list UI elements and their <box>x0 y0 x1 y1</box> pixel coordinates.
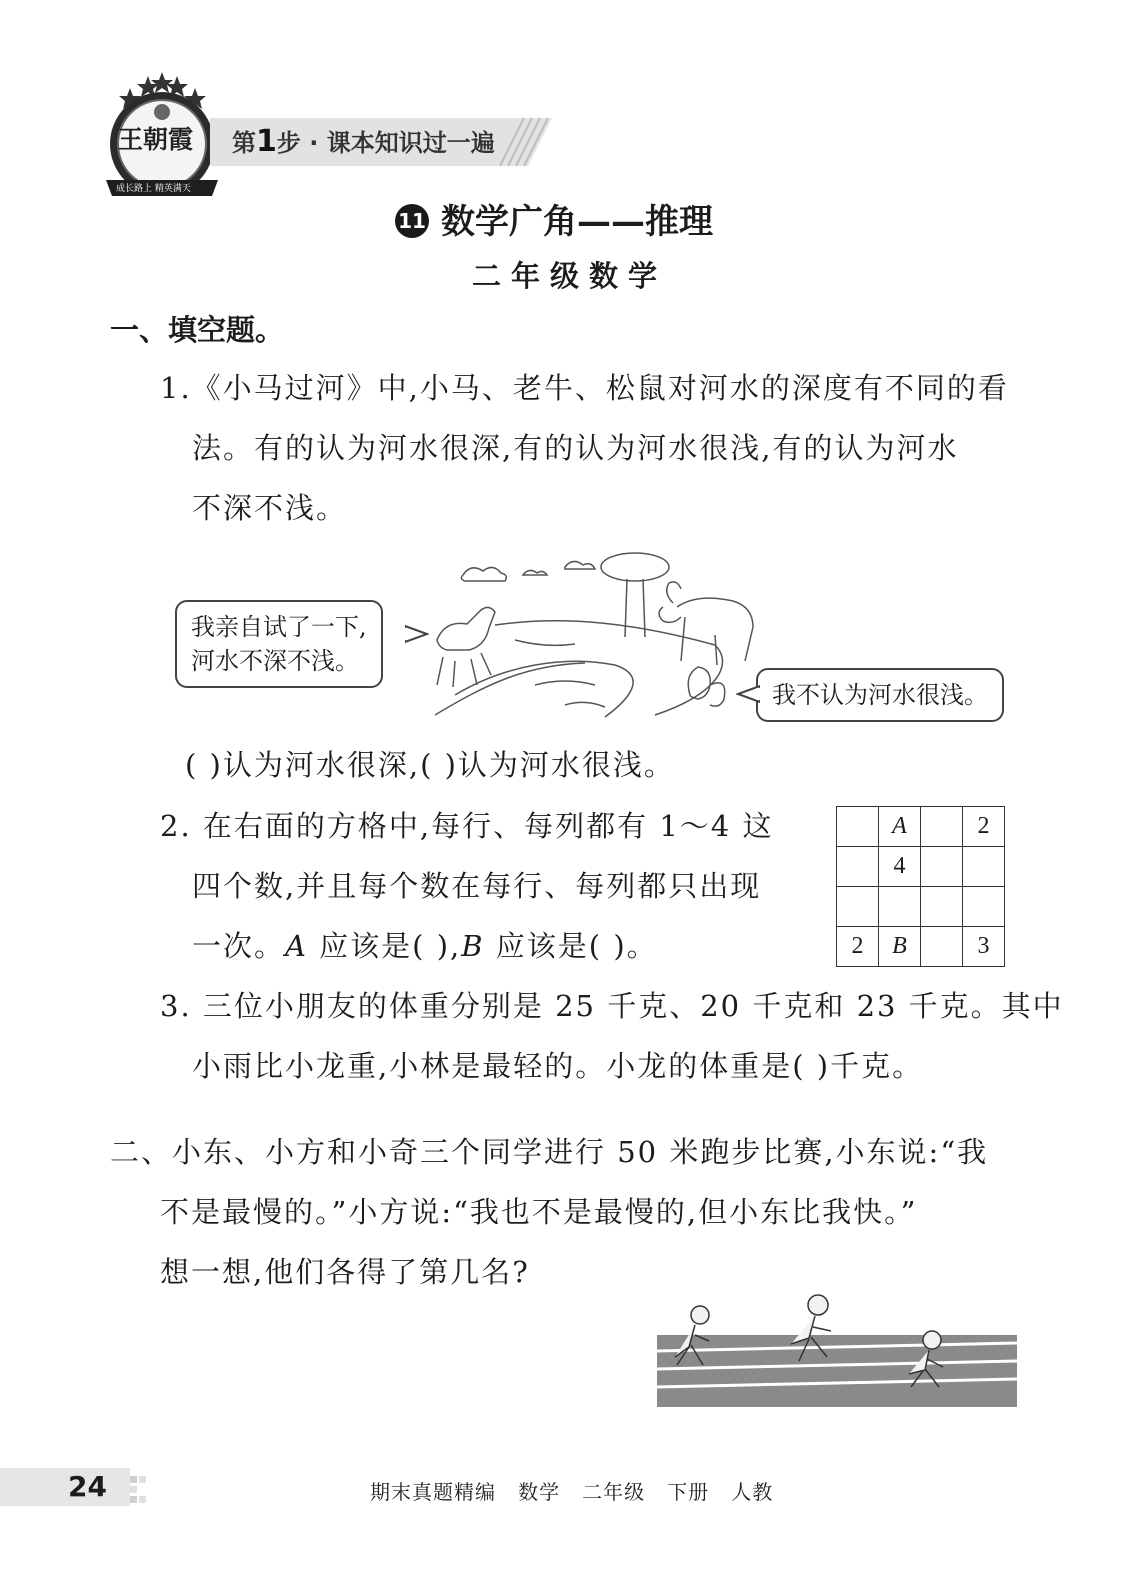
step-label <box>232 122 495 162</box>
squirrel-speech-text: 我不认为河水很浅。 <box>772 681 988 709</box>
squirrel-bubble-tail <box>736 682 760 706</box>
step-suffix: 步 · 课本知识过一遍 <box>276 129 495 157</box>
grid-cell <box>963 887 1005 927</box>
section2-line-3: 想一想,他们各得了第几名? <box>160 1255 530 1289</box>
grid-row <box>837 927 1005 967</box>
grid-cell <box>921 847 963 887</box>
q1-line-2: 法。有的认为河水很深,有的认为河水很浅,有的认为河水 <box>192 431 959 465</box>
lesson-number-badge: 11 <box>395 204 429 238</box>
grid-cell <box>963 847 1005 887</box>
grid-cell: 4 <box>879 847 921 887</box>
grid-cell <box>837 847 879 887</box>
grid-cell <box>921 807 963 847</box>
grid-row <box>837 807 1005 847</box>
horse-speech-bubble <box>175 600 383 688</box>
q2-line-1: 2. 在右面的方格中,每行、每列都有 1～4 这 <box>160 809 774 843</box>
q1-line-1: 1.《小马过河》中,小马、老牛、松鼠对河水的深度有不同的看 <box>160 371 1009 405</box>
logo-name: 王朝霞 <box>118 125 194 154</box>
grid-cell: 3 <box>963 927 1005 967</box>
footer-decoration <box>128 1474 148 1504</box>
squirrel-speech-bubble <box>756 668 1004 722</box>
q2-line-3 <box>192 926 658 966</box>
lesson-title: 数学广角——推理 <box>441 202 713 242</box>
section2-line-1: 二、小东、小方和小奇三个同学进行 50 米跑步比赛,小东说:“我 <box>110 1135 989 1169</box>
q2-var-b: B <box>461 929 485 963</box>
river-scene-illustration <box>415 545 775 720</box>
grid-row <box>837 847 1005 887</box>
horse-speech-line-2: 河水不深不浅。 <box>191 647 359 675</box>
grid-cell: 2 <box>837 927 879 967</box>
grid-cell <box>879 887 921 927</box>
horse-speech-line-1: 我亲自试了一下, <box>191 613 367 641</box>
grid-cell <box>921 887 963 927</box>
footer-bar <box>0 1468 130 1506</box>
grid-cell <box>921 927 963 967</box>
q2-line-3-part-b: 应该是( ), <box>307 929 462 963</box>
step-number: 1 <box>256 124 277 159</box>
grid-cell: A <box>879 807 921 847</box>
grid-cell: B <box>879 927 921 967</box>
page-number: 24 <box>68 1470 107 1503</box>
q2-line-3-part-c: 应该是( )。 <box>484 929 658 963</box>
footer-book-info: 期末真题精编 数学 二年级 下册 人教 <box>370 1480 774 1504</box>
lesson-subtitle: 二年级数学 <box>471 259 667 293</box>
q2-var-a: A <box>285 929 308 963</box>
q3-line-2: 小雨比小龙重,小林是最轻的。小龙的体重是( )千克。 <box>192 1049 924 1083</box>
section1-heading: 一、填空题。 <box>110 313 285 347</box>
grid-row <box>837 887 1005 927</box>
q3-line-1: 3. 三位小朋友的体重分别是 25 千克、20 千克和 23 千克。其中 <box>160 989 1064 1023</box>
q1-answer-line: ( )认为河水很深,( )认为河水很浅。 <box>185 748 675 782</box>
grid-cell <box>837 887 879 927</box>
q2-line-3-part-a: 一次。 <box>192 929 286 963</box>
logo-motto: 成长路上 精英满天 <box>116 184 191 194</box>
grid-cell <box>837 807 879 847</box>
q2-line-2: 四个数,并且每个数在每行、每列都只出现 <box>192 869 762 903</box>
step-prefix: 第 <box>232 129 256 157</box>
number-grid <box>836 806 1005 967</box>
lesson-title-row <box>395 196 713 248</box>
horse-bubble-tail <box>405 622 429 646</box>
running-race-illustration <box>655 1285 1020 1410</box>
section2-line-2: 不是最慢的。”小方说:“我也不是最慢的,但小东比我快。” <box>160 1195 918 1229</box>
grid-cell: 2 <box>963 807 1005 847</box>
q1-line-3: 不深不浅。 <box>192 491 348 525</box>
